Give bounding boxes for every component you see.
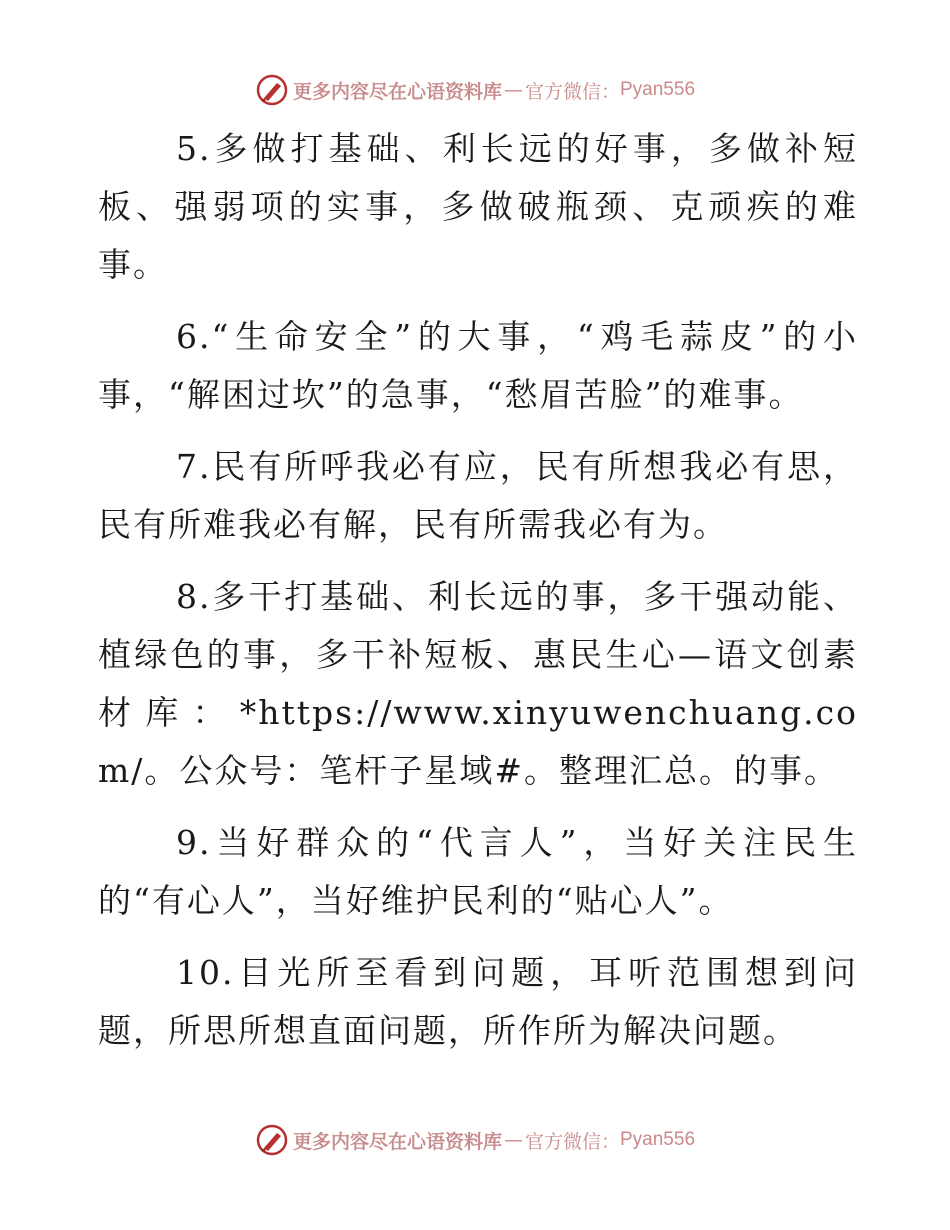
header-banner [0, 70, 950, 110]
list-item-10: 10.目光所至看到问题，耳听范围想到问题，所思所想直面问题，所作所为解决问题。 [98, 953, 858, 1050]
banner-wechat-label: 官方微信： [524, 1130, 620, 1153]
list-item-6: 6.“生命安全”的大事，“鸡毛蒜皮”的小事，“解困过坎”的急事，“愁眉苦脸”的难事。 [98, 317, 858, 414]
banner-separator: — [503, 79, 523, 101]
banner-wechat-id: Pyan556 [620, 79, 696, 100]
footer-banner [0, 1120, 950, 1160]
banner-separator: — [503, 1129, 523, 1151]
list-item-8: 8.多干打基础、利长远的事，多干强动能、植绿色的事，多干补短板、惠民生心—语文创素材库：*https://www.xinyuwenchuang.com/。公众号：笔杆子星域#。整理汇总。的事。 [98, 577, 858, 790]
banner-site-text: 更多内容尽在心语资料库 [292, 80, 502, 103]
list-item-9: 9.当好群众的“代言人”，当好关注民生的“有心人”，当好维护民利的“贴心人”。 [98, 823, 858, 920]
list-item-5: 5.多做打基础、利长远的好事，多做补短板、强弱项的实事，多做破瓶颈、克顽疾的难事。 [98, 129, 858, 284]
document-body [98, 120, 858, 1074]
list-item-7: 7.民有所呼我必有应，民有所想我必有思，民有所难我必有解，民有所需我必有为。 [98, 447, 858, 544]
banner-wechat-id: Pyan556 [620, 1129, 696, 1150]
pen-logo-icon [255, 1123, 289, 1157]
pen-logo-icon [255, 73, 289, 107]
banner-wechat-label: 官方微信： [524, 80, 620, 103]
banner-site-text: 更多内容尽在心语资料库 [292, 1130, 502, 1153]
